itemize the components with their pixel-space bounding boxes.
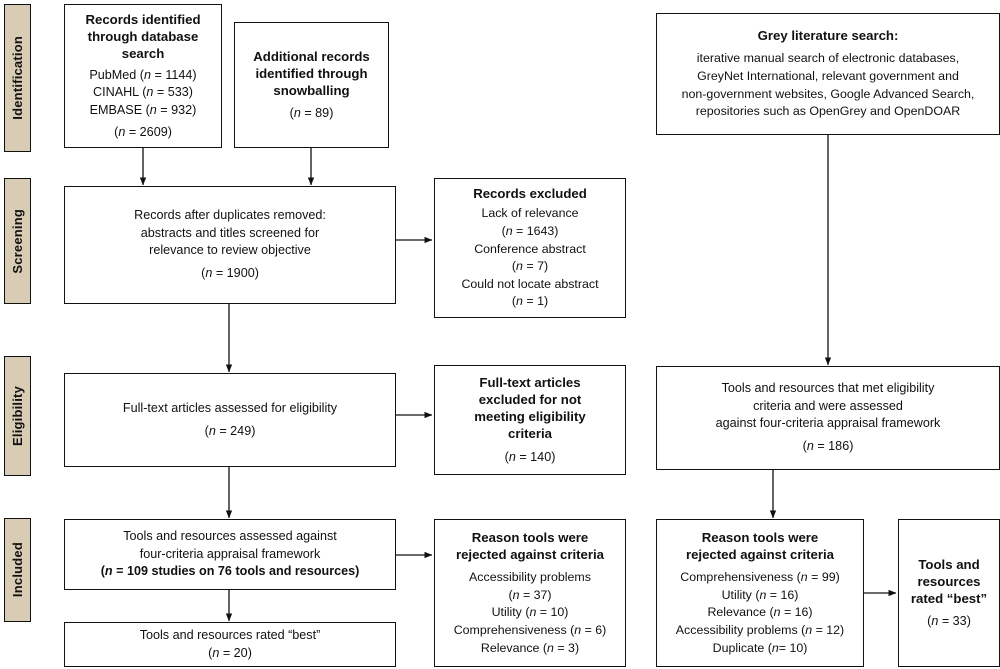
snowballing-total: (n = 89) xyxy=(289,106,334,121)
tools-assessed-line-2: four-criteria appraisal framework xyxy=(139,546,321,561)
reject-right-reason-2: Utility (n = 16) xyxy=(721,587,799,602)
grey-line-4: repositories such as OpenGrey and OpenDOAR xyxy=(695,104,961,119)
reject-right-title-1: Reason tools were xyxy=(701,529,819,545)
stage-label-included xyxy=(4,518,31,622)
tools-eligible-line-2: criteria and were assessed xyxy=(753,398,903,413)
records-excluded-reason-1: Lack of relevance xyxy=(481,206,579,221)
reject-right-reason-5: Duplicate (n= 10) xyxy=(712,640,808,655)
dedupe-line-1: Records after duplicates removed: xyxy=(134,208,326,223)
node-tools-assessed xyxy=(64,519,396,590)
snowballing-title-3: snowballing xyxy=(273,82,350,98)
node-grey-literature-search xyxy=(656,13,1000,135)
node-snowballing xyxy=(234,22,389,148)
db-search-title-2: through database xyxy=(87,29,199,45)
fulltext-excluded-title-1: Full-text articles xyxy=(479,375,581,390)
reject-right-reason-3: Relevance (n = 16) xyxy=(707,605,813,620)
stage-label-included-text: Included xyxy=(10,542,25,598)
reject-left-reason-2: Utility (n = 10) xyxy=(491,605,569,620)
node-best-left xyxy=(64,622,396,667)
reject-left-count-1: (n = 37) xyxy=(508,587,552,602)
fulltext-excluded-title-2: excluded for not xyxy=(478,392,582,408)
fulltext-line: Full-text articles assessed for eligibility xyxy=(122,400,338,415)
records-excluded-count-3: (n = 1) xyxy=(511,294,549,309)
snowballing-title-1: Additional records xyxy=(253,48,370,64)
reject-right-title-2: rejected against criteria xyxy=(685,546,835,562)
tools-eligible-line-3: against four-criteria appraisal framework xyxy=(715,416,941,430)
db-search-line-pubmed: PubMed (n = 1144) xyxy=(89,67,197,82)
grey-line-2: GreyNet International, relevant government and xyxy=(697,68,959,83)
reject-left-title-1: Reason tools were xyxy=(471,529,589,545)
tools-assessed-line-1: Tools and resources assessed against xyxy=(123,529,337,544)
grey-line-3: non-government websites, Google Advanced Search, xyxy=(681,86,975,101)
reject-left-reason-3: Comprehensiveness (n = 6) xyxy=(453,622,607,637)
db-search-title-3: search xyxy=(121,46,165,62)
tools-eligible-line-1: Tools and resources that met eligibility xyxy=(721,381,935,396)
db-search-line-embase: EMBASE (n = 932) xyxy=(89,102,197,117)
records-excluded-reason-2: Conference abstract xyxy=(474,241,586,256)
node-fulltext-assessed xyxy=(64,373,396,467)
node-reject-reasons-left xyxy=(434,519,626,667)
records-excluded-count-2: (n = 7) xyxy=(511,259,549,274)
best-left-total: (n = 20) xyxy=(208,645,252,660)
tools-eligible-total: (n = 186) xyxy=(802,439,854,454)
stage-label-identification xyxy=(4,4,31,152)
dedupe-line-3: relevance to review objective xyxy=(149,243,311,257)
db-search-line-cinahl: CINAHL (n = 533) xyxy=(93,85,193,100)
records-excluded-title: Records excluded xyxy=(473,186,587,201)
node-records-after-duplicates xyxy=(64,186,396,304)
node-database-search xyxy=(64,4,222,148)
fulltext-total: (n = 249) xyxy=(204,424,256,438)
snowballing-title-2: identified through xyxy=(255,65,368,81)
node-fulltext-excluded xyxy=(434,365,626,475)
db-search-total: (n = 2609) xyxy=(114,124,172,139)
records-excluded-count-1: (n = 1643) xyxy=(501,223,559,238)
reject-right-reason-1: Comprehensiveness (n = 99) xyxy=(680,570,840,585)
stage-label-eligibility-text: Eligibility xyxy=(10,386,25,446)
node-best-right xyxy=(898,519,1000,667)
node-records-excluded xyxy=(434,178,626,318)
best-right-total: (n = 33) xyxy=(927,614,971,629)
node-tools-met-eligibility xyxy=(656,366,1000,470)
tools-assessed-total: (n = 109 studies on 76 tools and resources) xyxy=(100,564,360,579)
stage-label-identification-text: Identification xyxy=(10,36,25,120)
reject-left-reason-4: Relevance (n = 3) xyxy=(480,640,580,655)
reject-left-reason-1: Accessibility problems xyxy=(469,570,591,585)
reject-left-title-2: rejected against criteria xyxy=(455,546,605,562)
best-right-title-2: resources xyxy=(917,573,981,589)
stage-label-screening xyxy=(4,178,31,304)
records-excluded-reason-3: Could not locate abstract xyxy=(461,276,599,291)
grey-title: Grey literature search: xyxy=(757,28,899,44)
dedupe-line-2: abstracts and titles screened for xyxy=(140,225,320,240)
reject-right-reason-4: Accessibility problems (n = 12) xyxy=(675,622,845,637)
fulltext-excluded-title-3: meeting eligibility xyxy=(474,409,586,425)
fulltext-excluded-title-4: criteria xyxy=(508,426,552,442)
best-left-line: Tools and resources rated “best” xyxy=(139,628,321,643)
stage-label-screening-text: Screening xyxy=(10,208,25,274)
dedupe-total: (n = 1900) xyxy=(201,266,259,281)
best-right-title-1: Tools and xyxy=(918,556,980,572)
node-reject-reasons-right xyxy=(656,519,864,667)
stage-label-eligibility xyxy=(4,356,31,476)
best-right-title-3: rated “best” xyxy=(910,590,988,606)
db-search-title-1: Records identified xyxy=(85,12,201,27)
grey-line-1: iterative manual search of electronic databases, xyxy=(696,51,960,66)
fulltext-excluded-total: (n = 140) xyxy=(504,449,556,464)
